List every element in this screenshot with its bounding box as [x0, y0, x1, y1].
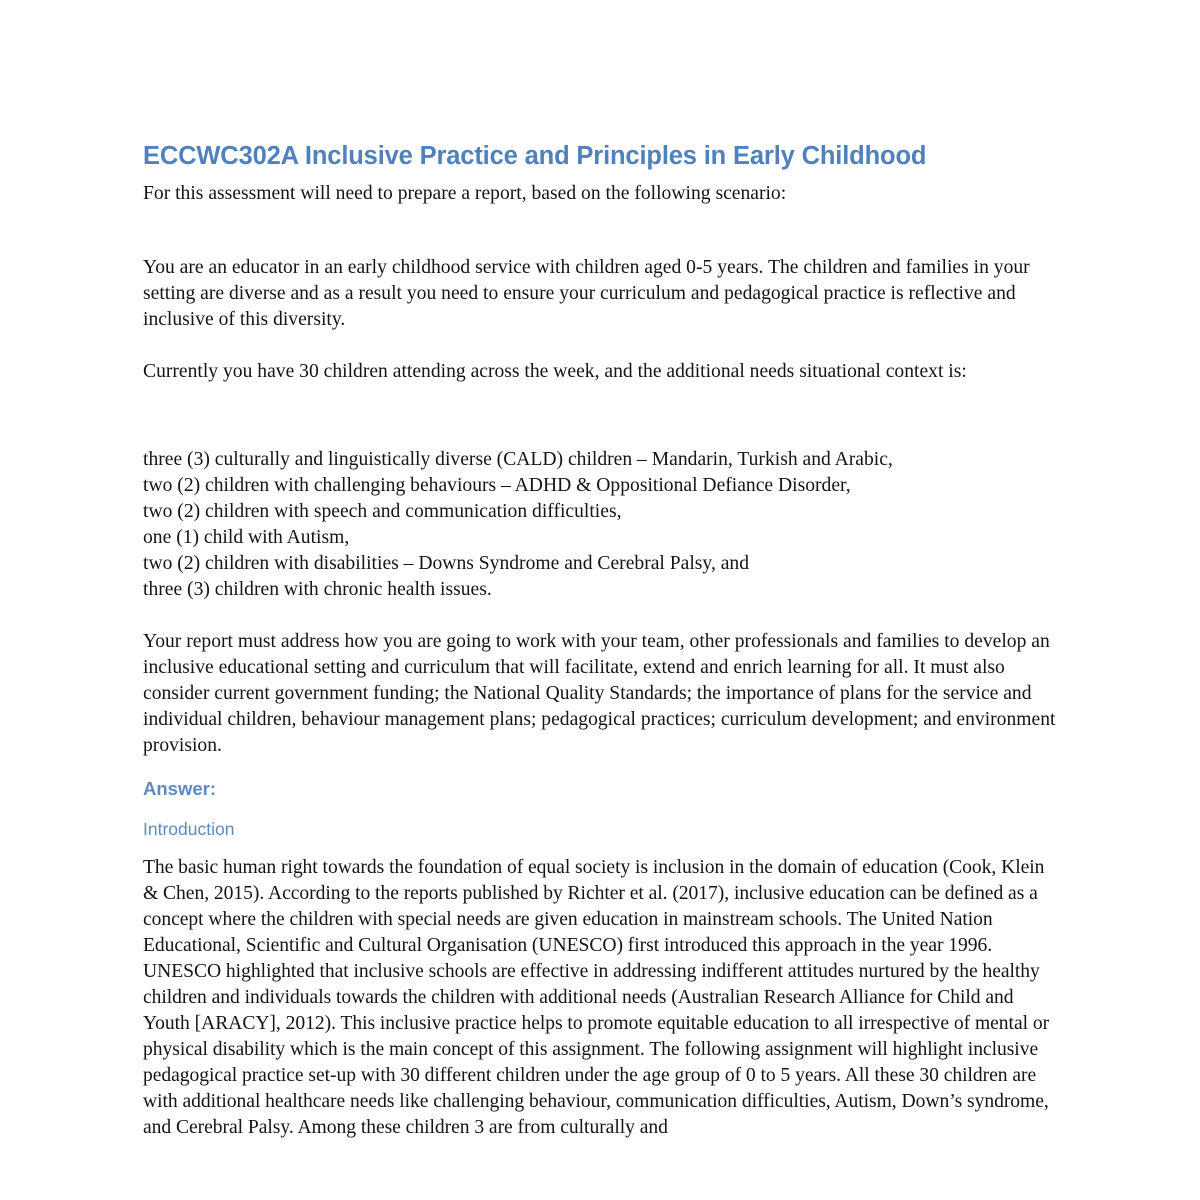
paragraph-spacer: [143, 603, 1060, 629]
introduction-paragraph: The basic human right towards the foundation of equal society is inclusion in the domain of education (Cook, Klein & Chen, 2015). According to the reports published by Richter et al. (2017), inclusive education can be defined as a concept where the children with special needs are given education in mainstream schools. The United Nation Educational, Scientific and Cultural Organisation (UNESCO) first introduced this approach in the year 1996. UNESCO highlighted that inclusive schools are effective in addressing indifferent attitudes nurtured by the healthy children and individuals towards the children with additional needs (Australian Research Alliance for Child and Youth [ARACY], 2012). This inclusive practice helps to promote equitable education to all irrespective of mental or physical disability which is the main concept of this assignment. The following assignment will highlight inclusive pedagogical practice set-up with 30 different children under the age group of 0 to 5 years. All these 30 children are with additional healthcare needs like challenging behaviour, communication difficulties, Autism, Down’s syndrome, and Cerebral Palsy. Among these children 3 are from culturally and: [143, 857, 1050, 1138]
list-item: two (2) children with speech and communication difficulties,: [143, 501, 622, 522]
introduction-heading: Introduction: [143, 819, 235, 839]
additional-needs-list: [143, 447, 1060, 603]
paragraph-spacer: [143, 333, 1060, 359]
list-item: one (1) child with Autism,: [143, 527, 350, 548]
answer-heading: Answer:: [143, 778, 216, 799]
context-paragraph: Currently you have 30 children attending across the week, and the additional needs situational context is:: [143, 361, 967, 382]
list-item: two (2) children with disabilities – Downs Syndrome and Cerebral Palsy, and: [143, 553, 750, 574]
paragraph-spacer: [143, 433, 1060, 447]
document-body: [143, 141, 1060, 1141]
page-title: ECCWC302A Inclusive Practice and Principles in Early Childhood: [143, 142, 927, 170]
paragraph-spacer: [143, 207, 1060, 255]
report-requirements-paragraph: Your report must address how you are going to work with your team, other professionals and families to develop an inclusive educational setting and curriculum that will facilitate, extend and enrich learning for all. It must also consider current government funding; the National Quality Standards; the importance of plans for the service and individual children, behaviour management plans; pedagogical practices; curriculum development; and environment provision.: [143, 631, 1056, 756]
scenario-paragraph: You are an educator in an early childhood service with children aged 0-5 years. The children and families in your setting are diverse and as a result you need to ensure your curriculum and pedagogical practice is reflective and inclusive of this diversity.: [143, 257, 1030, 330]
assessment-intro-line: For this assessment will need to prepare a report, based on the following scenario:: [143, 183, 787, 204]
paragraph-spacer: [143, 385, 1060, 433]
list-item: three (3) children with chronic health issues.: [143, 579, 492, 600]
list-item: three (3) culturally and linguistically diverse (CALD) children – Mandarin, Turkish and Arabic,: [143, 449, 893, 470]
list-item: two (2) children with challenging behaviours – ADHD & Oppositional Defiance Disorder,: [143, 475, 851, 496]
